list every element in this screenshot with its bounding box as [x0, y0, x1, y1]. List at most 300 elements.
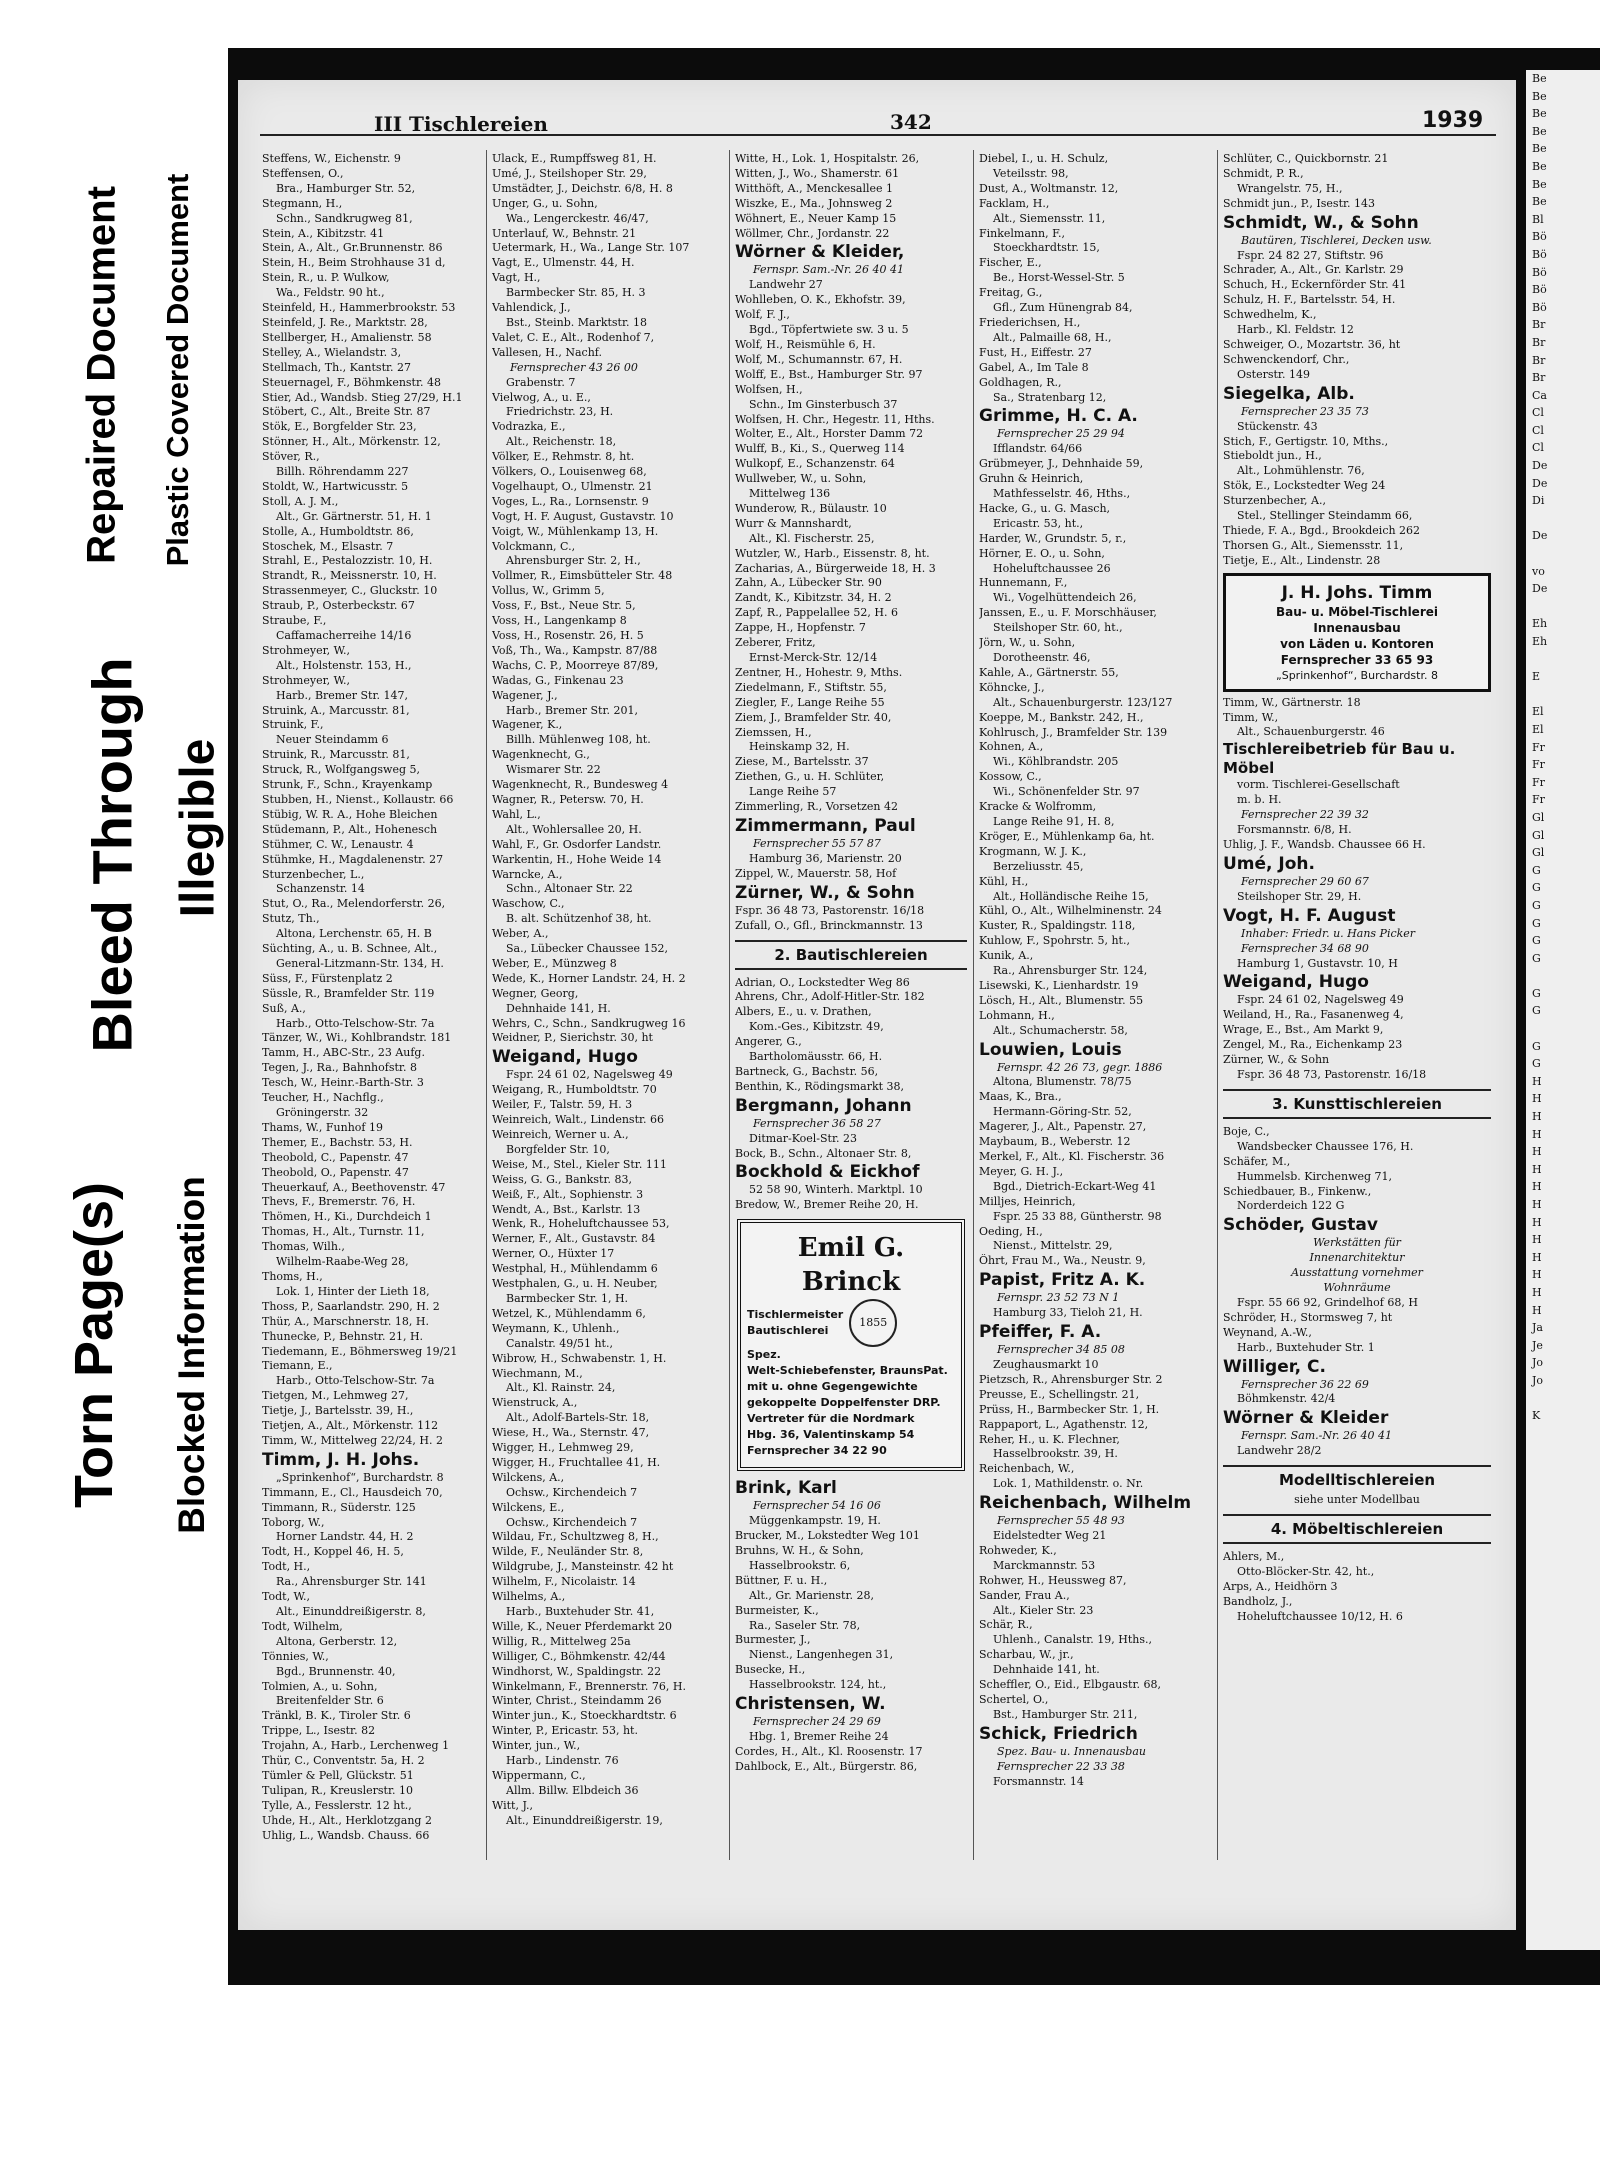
next-page-fragment [1526, 967, 1600, 985]
directory-entry: Schertel, O., [979, 1693, 1049, 1706]
directory-entry: Rappaport, L., Agathenstr. 12, [979, 1417, 1149, 1431]
directory-entry: Wrage, E., Bst., Am Markt 9, [1223, 1023, 1384, 1037]
next-page-fragment: H [1532, 1198, 1542, 1211]
entry-continuation: Hamburg 1, Gustavstr. 10, H [1237, 956, 1398, 970]
entry-continuation: Gröningerstr. 32 [276, 1106, 369, 1119]
directory-entry: Wibrow, H., Schwabenstr. 1, H. [492, 1351, 667, 1365]
next-page-fragment [1526, 598, 1600, 616]
next-page-fragment: Fr [1532, 793, 1545, 807]
directory-entry: Thorsen G., Alt., Siemensstr. 11, [1223, 538, 1404, 552]
directory-entry: Strohmeyer, W., [262, 643, 351, 657]
entry-continuation: Berzeliusstr. 45, [993, 859, 1084, 873]
directory-entry: Ziethen, G., u. H. Schlüter, [735, 770, 885, 784]
column-2 [492, 152, 724, 1852]
directory-entry: Theobold, O., Papenstr. 47 [262, 1165, 409, 1179]
next-page-fragment: De [1532, 582, 1548, 596]
directory-entry: Hacke, G., u. G. Masch, [979, 501, 1111, 515]
directory-entry: Stolle, A., Humboldtstr. 86, [262, 524, 414, 538]
entry-continuation: Forsmannstr. 6/8, H. [1237, 823, 1352, 837]
directory-entry: Vallesen, H., Nachf. [492, 345, 602, 359]
directory-entry: Weidner, P., Sierichstr. 30, ht [492, 1031, 653, 1045]
next-page-fragment [1526, 651, 1600, 669]
directory-entry: Kohlrusch, J., Bramfelder Str. 139 [979, 725, 1168, 739]
directory-entry: Steffens, W., Eichenstr. 9 [262, 152, 401, 165]
entry-continuation: Osterstr. 149 [1237, 367, 1310, 381]
next-page-fragment: Ja [1532, 1321, 1543, 1335]
entry-continuation: Bst., Hamburger Str. 211, [993, 1707, 1138, 1721]
directory-entry: Stich, F., Gertigstr. 10, Mths., [1223, 434, 1389, 448]
entry-continuation: Alt., Siemensstr. 11, [993, 211, 1106, 225]
directory-entry: Weinreich, Werner u. A., [492, 1128, 629, 1141]
next-page-fragment: H [1532, 1180, 1542, 1194]
directory-entry: Wahl, F., Gr. Osdorfer Landstr. [492, 837, 662, 851]
entry-continuation: Marckmannstr. 53 [993, 1558, 1096, 1572]
directory-entry: Harder, W., Grundstr. 5, r., [979, 531, 1127, 545]
directory-entry: Koeppe, M., Bankstr. 242, H., [979, 710, 1144, 724]
entry-continuation: Harb., Buxtehuder Str. 41, [506, 1605, 655, 1618]
directory-entry: Völker, E., Rehmstr. 8, ht. [492, 450, 635, 464]
entry-continuation: Ochsw., Kirchendeich 7 [506, 1485, 638, 1499]
directory-entry: Wahl, L., [492, 807, 541, 821]
tag-illegible [171, 708, 225, 948]
directory-entry: Weynand, A.-W., [1223, 1325, 1312, 1339]
next-page-fragment: H [1532, 1215, 1542, 1229]
phone-line: Fernsprecher 25 29 94 [997, 427, 1125, 441]
column-3 [735, 152, 967, 1852]
directory-entry: Wille, K., Neuer Pferdemarkt 20 [492, 1619, 672, 1633]
directory-entry: Wöllmer, Chr., Jordanstr. 22 [735, 226, 890, 240]
directory-entry: Westphalen, G., u. H. Neuber, [492, 1277, 658, 1291]
directory-entry: Thunecke, P., Behnstr. 21, H. [262, 1329, 424, 1343]
next-page-fragment: Br [1532, 353, 1546, 367]
ad-line: Hbg. 36, Valentinskamp 54 [747, 1428, 915, 1442]
directory-entry: Unger, G., u. Sohn, [492, 196, 598, 210]
directory-entry: Strahl, E., Pestalozzistr. 10, H. [262, 554, 433, 568]
directory-entry: Struink, R., Marcusstr. 81, [262, 748, 410, 762]
entry-continuation: General-Litzmann-Str. 134, H. [276, 956, 444, 970]
entry-continuation: Wismarer Str. 22 [506, 763, 601, 777]
directory-entry: Thoms, H., [262, 1269, 323, 1283]
next-page-fragment: H [1532, 1092, 1542, 1106]
phone-line: Fernsprecher 22 39 32 [1241, 808, 1369, 822]
entry-continuation: Uhlenh., Canalstr. 19, Hths., [993, 1633, 1153, 1647]
year: 1939 [1422, 108, 1484, 133]
next-page-fragment: G [1532, 1057, 1541, 1071]
directory-entry: Wigger, H., Fruchtallee 41, H. [492, 1455, 661, 1469]
entry-continuation: Billh. Röhrendamm 227 [276, 465, 409, 479]
directory-entry: Wagener, K., [492, 718, 563, 732]
next-page-fragment: Jo [1532, 1373, 1544, 1387]
directory-entry: Albers, E., u. v. Drathen, [735, 1005, 872, 1019]
entry-continuation: Schn., Sandkrugweg 81, [276, 211, 413, 225]
directory-entry: Todt, H., [262, 1560, 311, 1574]
directory-entry: Theobold, C., Papenstr. 47 [262, 1150, 409, 1164]
entry-continuation: Eidelstedter Weg 21 [993, 1529, 1107, 1543]
directory-entry: Winter jun., K., Stoeckhardtstr. 6 [492, 1709, 677, 1723]
next-page-fragment: Je [1532, 1338, 1543, 1352]
entry-continuation: Bartholomäusstr. 66, H. [749, 1050, 883, 1064]
directory-entry: Schulz, H. F., Bartelsstr. 54, H. [1223, 293, 1396, 307]
tag-torn-pages [62, 1130, 126, 1560]
directory-entry: Weinreich, Walt., Lindenstr. 66 [492, 1113, 665, 1127]
directory-entry: Ziedelmann, F., Stiftstr. 55, [735, 680, 887, 694]
directory-entry: Wagner, R., Petersw. 70, H. [492, 792, 644, 806]
entry-continuation: Borgfelder Str. 10, [506, 1142, 610, 1156]
entry-continuation: Ra., Ahrensburger Str. 124, [993, 964, 1148, 978]
entry-continuation: Horner Landstr. 44, H. 2 [276, 1530, 414, 1544]
next-page-fragment: El [1532, 722, 1544, 736]
directory-entry: Umstädter, J., Deichstr. 6/8, H. 8 [492, 181, 673, 195]
directory-entry: Steinfeld, H., Hammerbrookstr. 53 [262, 301, 456, 315]
directory-entry: Bandholz, J., [1223, 1594, 1293, 1608]
advertisement-timm [1223, 573, 1491, 692]
directory-entry: Vielwog, A., u. E., [492, 390, 591, 404]
directory-entry: Straube, F., [262, 614, 327, 628]
directory-entry: Vollus, W., Grimm 5, [492, 584, 605, 598]
directory-entry: Schäfer, M., [1223, 1154, 1291, 1168]
directory-entry: Strassenmeyer, C., Gluckstr. 10 [262, 584, 438, 598]
directory-entry: Strohmeyer, W., [262, 673, 351, 687]
phone-line: Fernsprecher 55 48 93 [997, 1514, 1125, 1528]
column-5 [1223, 152, 1491, 1852]
entry-continuation: Landwehr 28/2 [1237, 1444, 1322, 1458]
directory-entry: Thevs, F., Bremerstr. 76, H. [262, 1195, 416, 1209]
entry-continuation: Harb., Otto-Telschow-Str. 7a [276, 1016, 435, 1030]
ad-title: J. H. Johs. Timm [1281, 582, 1433, 603]
directory-entry: Winter, Christ., Steindamm 26 [492, 1694, 662, 1708]
entry-continuation: Ditmar-Koel-Str. 23 [749, 1131, 858, 1145]
next-page-fragment: G [1532, 1039, 1541, 1053]
directory-entry: Witt, J., [492, 1798, 534, 1812]
directory-entry: Steuernagel, F., Böhmkenstr. 48 [262, 375, 442, 389]
entry-continuation: Fspr. 24 61 02, Nagelsweg 49 [506, 1068, 673, 1082]
entry-continuation: Hermann-Göring-Str. 52, [993, 1105, 1132, 1119]
directory-entry: Thomas, Wilh., [262, 1240, 345, 1254]
next-page-fragment [1526, 686, 1600, 704]
entry-continuation: Alt., Schauenburgerstr. 123/127 [993, 695, 1173, 709]
directory-entry: Wetzel, K., Mühlendamm 6, [492, 1306, 646, 1320]
directory-entry: Facklam, H., [979, 196, 1050, 210]
directory-entry: Schwenckendorf, Chr., [1223, 352, 1350, 366]
firm-name: Williger, C. [1223, 1356, 1326, 1377]
firm-name: Reichenbach, Wilhelm [979, 1493, 1192, 1514]
directory-entry: Zandt, K., Kibitzstr. 34, H. 2 [735, 591, 892, 605]
entry-continuation: Hoheluftchaussee 26 [993, 561, 1111, 575]
directory-entry: Tamm, H., ABC-Str., 23 Aufg. [262, 1046, 425, 1060]
next-page-fragment: El [1532, 705, 1544, 719]
directory-entry: Voss, F., Bst., Neue Str. 5, [492, 599, 636, 613]
entry-continuation: Schn., Altonaer Str. 22 [506, 882, 633, 896]
directory-entry: Todt, H., Koppel 46, H. 5, [262, 1545, 404, 1559]
entry-continuation: Dehnhaide 141, H. [506, 1001, 611, 1015]
directory-entry: Steffensen, O., [262, 166, 344, 180]
ad-line: von Läden u. Kontoren [1280, 636, 1434, 651]
directory-entry: Schweiger, O., Mozartstr. 36, ht [1223, 337, 1401, 351]
next-page-fragment: Bö [1532, 265, 1547, 279]
directory-entry: Friederichsen, H., [979, 315, 1081, 329]
directory-entry: Köhncke, J., [979, 680, 1045, 694]
directory-entry: Rohwer, H., Heussweg 87, [979, 1573, 1127, 1587]
entry-continuation: Norderdeich 122 G [1237, 1199, 1345, 1213]
tag-repaired-document [78, 140, 126, 610]
next-page-fragment: Be [1532, 72, 1547, 85]
next-page-fragment: Be [1532, 142, 1547, 156]
phone-line: Fernsprecher 54 16 06 [753, 1499, 881, 1513]
entry-continuation: Veteilsstr. 98, [993, 166, 1069, 180]
entry-continuation: Alt., Kl. Rainstr. 24, [506, 1381, 616, 1395]
section-heading-moebeltischlereien: 4. Möbeltischlereien [1223, 1514, 1491, 1544]
entry-continuation: Hoheluftchaussee 10/12, H. 6 [1237, 1609, 1403, 1623]
directory-entry: Warncke, A., [492, 867, 563, 881]
directory-entry: Kracke & Wolfromm, [979, 800, 1097, 814]
entry-continuation: Grabenstr. 7 [506, 375, 576, 389]
directory-entry: Tänzer, W., Wi., Kohlbrandstr. 181 [262, 1031, 452, 1045]
directory-entry: Wiechmann, M., [492, 1366, 583, 1380]
directory-entry: Stier, Ad., Wandsb. Stieg 27/29, H.1 [262, 390, 463, 404]
directory-entry: Zimmerling, R., Vorsetzen 42 [735, 800, 898, 814]
ad-subtitle [747, 1307, 843, 1339]
directory-entry: Vagt, E., Ulmenstr. 44, H. [492, 256, 635, 270]
directory-entry: Uhlig, L., Wandsb. Chauss. 66 [262, 1828, 430, 1842]
entry-continuation: Fspr. 25 33 88, Güntherstr. 98 [993, 1209, 1162, 1223]
directory-entry: Ziegler, F., Lange Reihe 55 [735, 695, 885, 709]
entry-continuation: Hamburg 36, Marienstr. 20 [749, 851, 902, 865]
directory-entry: Timm, W., Gärtnerstr. 18 [1223, 695, 1361, 709]
entry-continuation: Hummelsb. Kirchenweg 71, [1237, 1169, 1393, 1183]
next-page-fragment: G [1532, 916, 1541, 930]
directory-entry: Winter, P., Ericastr. 53, ht. [492, 1724, 638, 1738]
directory-entry: Maas, K., Bra., [979, 1090, 1062, 1104]
phone-line: Fernsprecher 55 57 87 [753, 836, 881, 850]
ad-title: Emil G. Brinck [797, 1233, 905, 1298]
entry-continuation: Alt., Kieler Str. 23 [993, 1603, 1094, 1617]
entry-continuation: Altona, Blumenstr. 78/75 [993, 1075, 1132, 1089]
directory-entry: Wulkopf, E., Schanzenstr. 64 [735, 457, 895, 471]
entry-continuation: Wa., Lengerckestr. 46/47, [506, 211, 649, 225]
next-page-fragment: De [1532, 529, 1548, 543]
directory-entry: Stühmke, H., Magdalenenstr. 27 [262, 852, 444, 866]
directory-entry: Ulack, E., Rumpffsweg 81, H. [492, 152, 657, 165]
next-page-fragment: H [1532, 1285, 1542, 1299]
entry-continuation: Harb., Bremer Str. 147, [276, 688, 408, 702]
directory-entry: Stelley, A., Wielandstr. 3, [262, 345, 402, 359]
entry-continuation: Harb., Lindenstr. 76 [506, 1754, 619, 1768]
directory-entry: Preusse, E., Schellingstr. 21, [979, 1387, 1140, 1401]
next-page-fragment: Bö [1532, 300, 1547, 314]
directory-entry: Wendt, A., Bst., Karlstr. 13 [492, 1202, 641, 1216]
directory-entry-bold: Timm, J. H. Johs. [262, 1449, 420, 1470]
entry-continuation: Alt., Lohmühlenstr. 76, [1237, 464, 1365, 478]
entry-continuation: Bgd., Dietrich-Eckart-Weg 41 [993, 1179, 1157, 1193]
directory-entry: Wurr & Mannshardt, [735, 516, 852, 530]
directory-entry: Diebel, I., u. H. Schulz, [979, 152, 1109, 165]
directory-entry: Sander, Frau A., [979, 1588, 1070, 1602]
directory-entry: Reher, H., u. K. Flechner, [979, 1432, 1120, 1446]
directory-entry: Schwedhelm, K., [1223, 308, 1317, 322]
next-page-fragment: G [1532, 934, 1541, 948]
directory-entry: Tietgen, M., Lehmweg 27, [262, 1389, 409, 1403]
directory-entry: Tesch, W., Heinr.-Barth-Str. 3 [262, 1076, 424, 1090]
tag-plastic-covered-document [158, 130, 198, 610]
entry-continuation: Caffamacherreihe 14/16 [276, 629, 412, 642]
directory-entry: Zacharias, A., Bürgerweide 18, H. 3 [735, 561, 936, 575]
subtitle-line: Ausstattung vornehmer [1291, 1266, 1423, 1280]
entry-continuation: Fspr. 24 82 27, Stiftstr. 96 [1237, 248, 1384, 262]
next-page-fragment: G [1532, 881, 1541, 895]
directory-entry: Stut, O., Ra., Melendorferstr. 26, [262, 897, 446, 911]
firm-name: Schmidt, W., & Sohn [1223, 212, 1419, 233]
entry-continuation: Ifflandstr. 64/66 [993, 442, 1083, 456]
directory-entry: Kühl, O., Alt., Wilhelminenstr. 24 [979, 904, 1162, 918]
entry-continuation: Hasselbrookstr. 39, H. [993, 1447, 1118, 1461]
entry-continuation: „Sprinkenhof“, Burchardstr. 8 [276, 1470, 444, 1484]
directory-entry: Wegner, Georg, [492, 986, 579, 1000]
firm-name: Tischlereibetrieb für Bau u. Möbel [1223, 740, 1456, 778]
next-page-fragment [1526, 1020, 1600, 1038]
directory-entry: Büttner, F. u. H., [735, 1573, 828, 1587]
firm-name: Papist, Fritz A. K. [979, 1270, 1146, 1291]
directory-entry: Voges, L., Ra., Lornsenstr. 9 [492, 494, 649, 508]
directory-entry: Freitag, G., [979, 286, 1043, 300]
directory-entry: Thür, A., Marschnerstr. 18, H. [262, 1314, 429, 1328]
directory-entry: Witten, J., Wo., Shamerstr. 61 [735, 166, 900, 180]
ad-line: Tischlermeister [747, 1308, 844, 1322]
directory-entry: Stoschek, M., Elsastr. 7 [262, 539, 394, 553]
directory-entry: Völkers, O., Louisenweg 68, [492, 465, 647, 479]
directory-entry: Krogmann, W. J. K., [979, 844, 1087, 858]
directory-entry: Stieboldt jun., H., [1223, 449, 1322, 463]
directory-entry: Wagener, J., [492, 688, 558, 702]
firm-name: Grimme, H. C. A. [979, 406, 1138, 427]
directory-entry: Vogelhaupt, O., Ulmenstr. 21 [492, 479, 653, 493]
directory-entry: Themer, E., Bachstr. 53, H. [262, 1135, 413, 1149]
directory-entry: Timm, W., Mittelweg 22/24, H. 2 [262, 1433, 443, 1447]
directory-entry: Thams, W., Funhof 19 [262, 1120, 383, 1134]
phone-line: Fernspr. Sam.-Nr. 26 40 41 [1241, 1429, 1393, 1443]
directory-entry: Zahn, A., Lübecker Str. 90 [735, 576, 882, 590]
directory-entry: Rohweder, K., [979, 1543, 1057, 1557]
entry-continuation: Allm. Billw. Elbdeich 36 [506, 1783, 639, 1797]
next-page-fragment: Bö [1532, 283, 1547, 297]
entry-continuation: Wi., Schönenfelder Str. 97 [993, 785, 1140, 799]
directory-entry: Pietzsch, R., Ahrensburger Str. 2 [979, 1372, 1163, 1386]
directory-entry: Zufall, O., Gfl., Brinckmannstr. 13 [735, 918, 923, 932]
entry-continuation: Wandsbecker Chaussee 176, H. [1237, 1139, 1414, 1153]
entry-continuation: Alt., Einunddreißigerstr. 8, [276, 1605, 426, 1618]
next-page-fragment: Cl [1532, 406, 1544, 420]
next-page-fragment: Bö [1532, 247, 1547, 261]
next-page-fragment: H [1532, 1303, 1542, 1317]
bottom-margin [0, 1985, 1600, 2177]
directory-entry: Winter, jun., W., [492, 1739, 581, 1753]
directory-entry: Hunnemann, F., [979, 576, 1068, 590]
directory-entry: Vahlendick, J., [492, 301, 571, 315]
next-page-fragment: Di [1532, 494, 1545, 508]
directory-entry: Tietje, E., Alt., Lindenstr. 28 [1223, 553, 1381, 567]
directory-entry: Waschow, C., [492, 897, 565, 911]
phone-line: Bautüren, Tischlerei, Decken usw. [1241, 233, 1432, 247]
directory-entry: Wolfsen, H. Chr., Hegestr. 11, Hths. [735, 412, 935, 426]
entry-continuation: Alt., Kl. Fischerstr. 25, [749, 531, 875, 545]
next-page-fragment: H [1532, 1268, 1542, 1282]
directory-entry: Reichenbach, W., [979, 1462, 1075, 1476]
directory-entry: Tiedemann, E., Böhmersweg 19/21 [262, 1344, 458, 1358]
firm-name: Wörner & Kleider [1223, 1408, 1389, 1429]
directory-entry: Stoldt, W., Hartwicusstr. 5 [262, 479, 409, 493]
directory-entry: Witte, H., Lok. 1, Hospitalstr. 26, [735, 152, 920, 165]
entry-continuation: Hasselbrookstr. 124, ht., [749, 1678, 887, 1692]
directory-entry: Tietje, J., Bartelsstr. 39, H., [262, 1404, 414, 1418]
directory-entry: Wulff, B., Ki., S., Querweg 114 [735, 442, 905, 456]
phone-line: Spez. Bau- u. Innenausbau [997, 1744, 1146, 1758]
year-seal-icon: 1855 [849, 1299, 897, 1347]
directory-entry: Teucher, H., Nachflg., [262, 1091, 384, 1105]
directory-entry: Süssle, R., Bramfelder Str. 119 [262, 986, 435, 1000]
directory-entry: Stein, R., u. P. Wulkow, [262, 271, 390, 285]
directory-entry: Valet, C. E., Alt., Rodenhof 7, [492, 330, 655, 344]
next-page-fragment: E [1532, 670, 1541, 684]
directory-entry: Bruhns, W. H., & Sohn, [735, 1544, 864, 1557]
directory-entry: Sturzenbecher, A., [1223, 494, 1326, 508]
directory-entry: Goldhagen, R., [979, 375, 1062, 389]
next-page-fragment: Gl [1532, 810, 1545, 824]
directory-entry: Weber, A., [492, 927, 549, 941]
entry-continuation: Harb., Bremer Str. 201, [506, 703, 638, 717]
entry-continuation: Nienst., Mittelstr. 29, [993, 1239, 1113, 1253]
directory-entry: Williger, C., Böhmkenstr. 42/44 [492, 1649, 666, 1663]
directory-entry: Weber, E., Münzweg 8 [492, 956, 617, 970]
directory-entry: Wehrs, C., Schn., Sandkrugweg 16 [492, 1016, 686, 1030]
directory-entry: Weymann, K., Uhlenh., [492, 1321, 620, 1335]
entry-continuation: Gfl., Zum Hünengrab 84, [993, 301, 1133, 315]
next-page-fragment: K [1532, 1409, 1541, 1423]
next-page-fragment: Br [1532, 335, 1546, 349]
entry-continuation: Dehnhaide 141, ht. [993, 1663, 1100, 1677]
directory-entry: Schuch, H., Eckernförder Str. 41 [1223, 278, 1407, 292]
next-page-fragment: Be [1532, 177, 1547, 191]
directory-entry: Wilde, F., Neuländer Str. 8, [492, 1545, 644, 1559]
tag-label: Plastic Covered Document [160, 173, 195, 567]
next-page-fragment [1526, 510, 1600, 528]
directory-entry: Lisewski, K., Lienhardstr. 19 [979, 978, 1139, 992]
directory-entry: Wadas, G., Finkenau 23 [492, 673, 624, 687]
directory-entry: Janssen, E., u. F. Morschhäuser, [979, 606, 1157, 620]
entry-continuation: Alt., Wohlersallee 20, H. [506, 822, 642, 836]
directory-entry: Schär, R., [979, 1618, 1033, 1632]
tag-label: Repaired Document [79, 186, 124, 564]
subtitle-line: Wohnräume [1323, 1281, 1391, 1295]
directory-entry: Zentner, H., Hohestr. 9, Mths. [735, 665, 903, 679]
next-page-fragment: H [1532, 1074, 1542, 1088]
directory-entry: Lösch, H., Alt., Blumenstr. 55 [979, 993, 1144, 1007]
directory-entry: Volckmann, C., [492, 539, 576, 553]
firm-name: Christensen, W. [735, 1694, 886, 1715]
directory-entry: Voigt, W., Mühlenkamp 13, H. [492, 524, 659, 538]
cross-reference: siehe unter Modellbau [1294, 1493, 1420, 1507]
directory-entry: Ziemssen, H., [735, 725, 812, 739]
phone-line: Fernsprecher 22 33 38 [997, 1759, 1125, 1773]
directory-entry: Kahle, A., Gärtnerstr. 55, [979, 665, 1119, 679]
directory-entry: Wilckens, A., [492, 1470, 565, 1484]
directory-entry: Zippel, W., Mauerstr. 58, Hof [735, 866, 897, 880]
next-page-fragment: Be [1532, 159, 1547, 173]
directory-entry: Süss, F., Fürstenplatz 2 [262, 971, 393, 985]
directory-entry: Kuster, R., Spaldingstr. 118, [979, 919, 1136, 933]
directory-entry: Kühl, H., [979, 874, 1029, 888]
directory-entry: Angerer, G., [735, 1035, 802, 1049]
directory-entry: Voss, H., Rosenstr. 26, H. 5 [492, 629, 644, 642]
entry-continuation: Ra., Ahrensburger Str. 141 [276, 1575, 427, 1589]
